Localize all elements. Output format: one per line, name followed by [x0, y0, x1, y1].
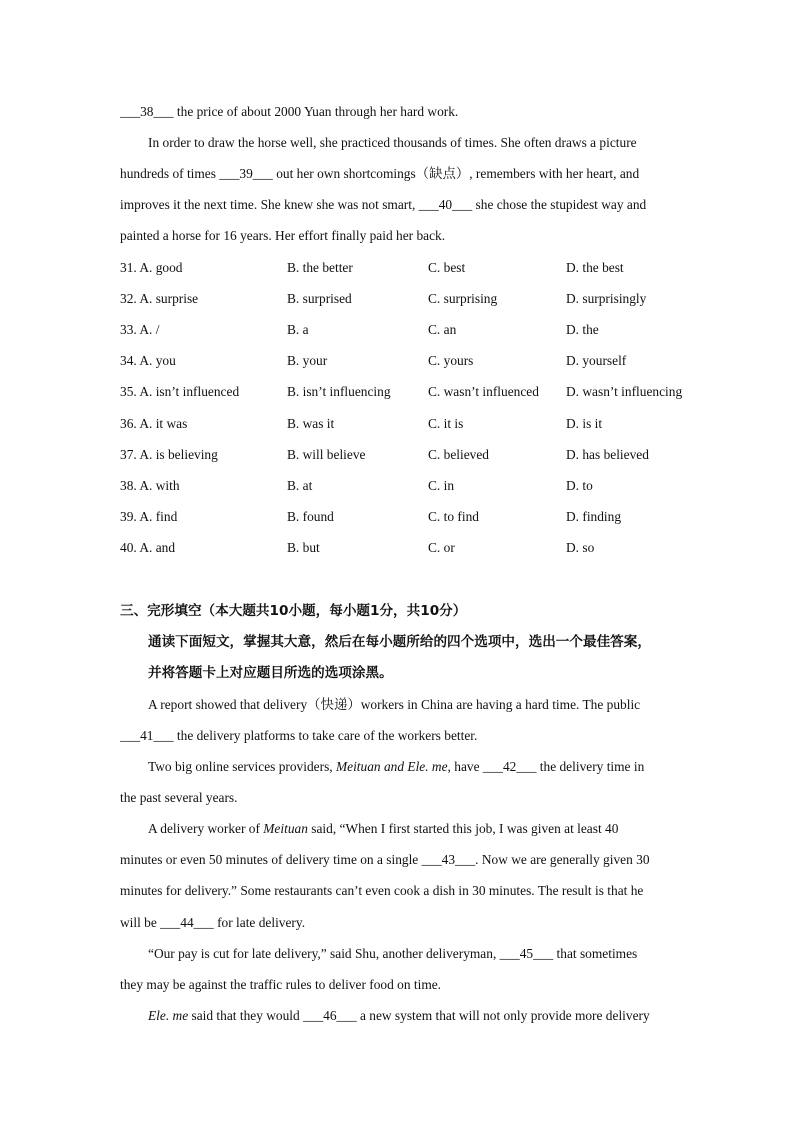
passage-line: A report showed that delivery（快递）workers in China are having a hard time. The public	[148, 697, 641, 712]
passage-line: will be ___44___ for late delivery.	[120, 915, 306, 930]
option-a: 34. A. you	[120, 353, 176, 368]
option-a: 36. A. it was	[120, 416, 188, 431]
option-b: B. was it	[287, 416, 335, 431]
option-b: B. a	[287, 322, 309, 337]
option-d: D. finding	[566, 509, 622, 524]
passage-line: minutes for delivery.” Some restaurants can’t even cook a dish in 30 minutes. The result is that he	[120, 883, 644, 898]
passage-line: hundreds of times ___39___ out her own shortcomings（缺点）, remembers with her heart, and	[120, 166, 640, 181]
text-run: said that they would ___46___ a new system that will not only provide more delivery	[188, 1008, 650, 1023]
option-b: B. the better	[287, 260, 353, 275]
option-a: 39. A. find	[120, 509, 178, 524]
passage-line: ___38___ the price of about 2000 Yuan through her hard work.	[120, 104, 459, 119]
option-b: B. your	[287, 353, 328, 368]
passage-line: minutes or even 50 minutes of delivery time on a single ___43___. Now we are generally given 30	[120, 852, 650, 867]
option-a: 35. A. isn’t influenced	[120, 384, 240, 399]
option-d: D. has believed	[566, 447, 649, 462]
option-d: D. so	[566, 540, 595, 555]
option-c: C. wasn’t influenced	[428, 384, 539, 399]
text-run: , have ___42___ the delivery time in	[447, 759, 645, 774]
option-c: C. it is	[428, 416, 464, 431]
section-heading: 三、完形填空（本大题共10小题，每小题1分，共10分）	[120, 603, 467, 619]
option-b: B. isn’t influencing	[287, 384, 391, 399]
option-d: D. surprisingly	[566, 291, 647, 306]
option-d: D. wasn’t influencing	[566, 384, 683, 399]
text-run: said, “When I first started this job, I was given at least 40	[307, 821, 619, 836]
text-run: A delivery worker of	[148, 821, 264, 836]
option-c: C. in	[428, 478, 455, 493]
passage-line: In order to draw the horse well, she practiced thousands of times. She often draws a picture	[148, 135, 637, 150]
option-b: B. at	[287, 478, 313, 493]
passage-line: ___41___ the delivery platforms to take care of the workers better.	[120, 728, 478, 743]
option-b: B. will believe	[287, 447, 366, 462]
passage-line	[148, 820, 708, 838]
italic-text-run: Meituan	[263, 821, 308, 836]
italic-text-run: Meituan and Ele. me	[335, 759, 448, 774]
passage-line	[148, 758, 708, 776]
option-a: 37. A. is believing	[120, 447, 218, 462]
option-d: D. to	[566, 478, 593, 493]
option-c: C. to find	[428, 509, 479, 524]
option-c: C. yours	[428, 353, 474, 368]
option-a: 31. A. good	[120, 260, 183, 275]
option-a: 38. A. with	[120, 478, 180, 493]
option-a: 33. A. /	[120, 322, 160, 337]
option-d: D. is it	[566, 416, 603, 431]
option-c: C. best	[428, 260, 466, 275]
option-b: B. surprised	[287, 291, 352, 306]
passage-line: improves it the next time. She knew she was not smart, ___40___ she chose the stupidest way and	[120, 197, 647, 212]
option-a: 40. A. and	[120, 540, 176, 555]
option-c: C. surprising	[428, 291, 498, 306]
passage-line: the past several years.	[120, 790, 238, 805]
passage-line	[148, 1007, 708, 1025]
option-b: B. found	[287, 509, 334, 524]
option-d: D. the	[566, 322, 599, 337]
section-instructions: 通读下面短文，掌握其大意，然后在每小题所给的四个选项中，选出一个最佳答案，	[148, 634, 651, 650]
option-d: D. the best	[566, 260, 624, 275]
text-run: Two big online services providers,	[148, 759, 336, 774]
passage-line: “Our pay is cut for late delivery,” said Shu, another deliveryman, ___45___ that sometimes	[148, 946, 638, 961]
passage-line: painted a horse for 16 years. Her effort finally paid her back.	[120, 228, 446, 243]
option-c: C. an	[428, 322, 457, 337]
italic-text-run: Ele. me	[148, 1008, 189, 1023]
option-c: C. or	[428, 540, 455, 555]
option-c: C. believed	[428, 447, 489, 462]
section-instructions: 并将答题卡上对应题目所选的选项涂黑。	[148, 665, 393, 681]
option-b: B. but	[287, 540, 320, 555]
passage-line: they may be against the traffic rules to deliver food on time.	[120, 977, 442, 992]
option-d: D. yourself	[566, 353, 627, 368]
option-a: 32. A. surprise	[120, 291, 199, 306]
